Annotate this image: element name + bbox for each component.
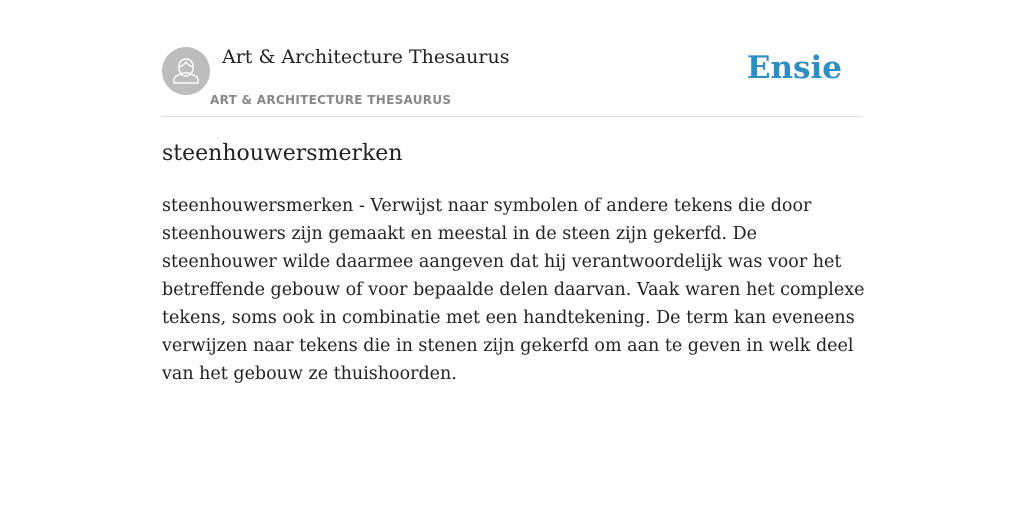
term-definition: steenhouwersmerken - Verwijst naar symbolen of andere tekens die door steenhouwers zijn gemaakt en meestal in de steen zijn gekerfd. De steenhouwer wilde daarmee aangeven dat hij verantwoordelijk was voor het betreffende gebouw of voor bepaalde delen daarvan. Vaak waren het complexe tekens, soms ook in combinatie met een handtekening. De term kan eveneens verwijzen naar tekens die in stenen zijn gekerfd om aan te geven in welk deel van het gebouw ze thuishoorden. [162, 196, 865, 384]
source-subtitle[interactable]: ART & ARCHITECTURE THESAURUS [210, 93, 452, 107]
source-header [162, 0, 862, 117]
ensie-logo[interactable]: Ensie [746, 50, 842, 86]
term-title: steenhouwersmerken [162, 141, 403, 166]
source-title[interactable]: Art & Architecture Thesaurus [222, 46, 510, 68]
user-avatar-icon[interactable] [162, 47, 210, 95]
